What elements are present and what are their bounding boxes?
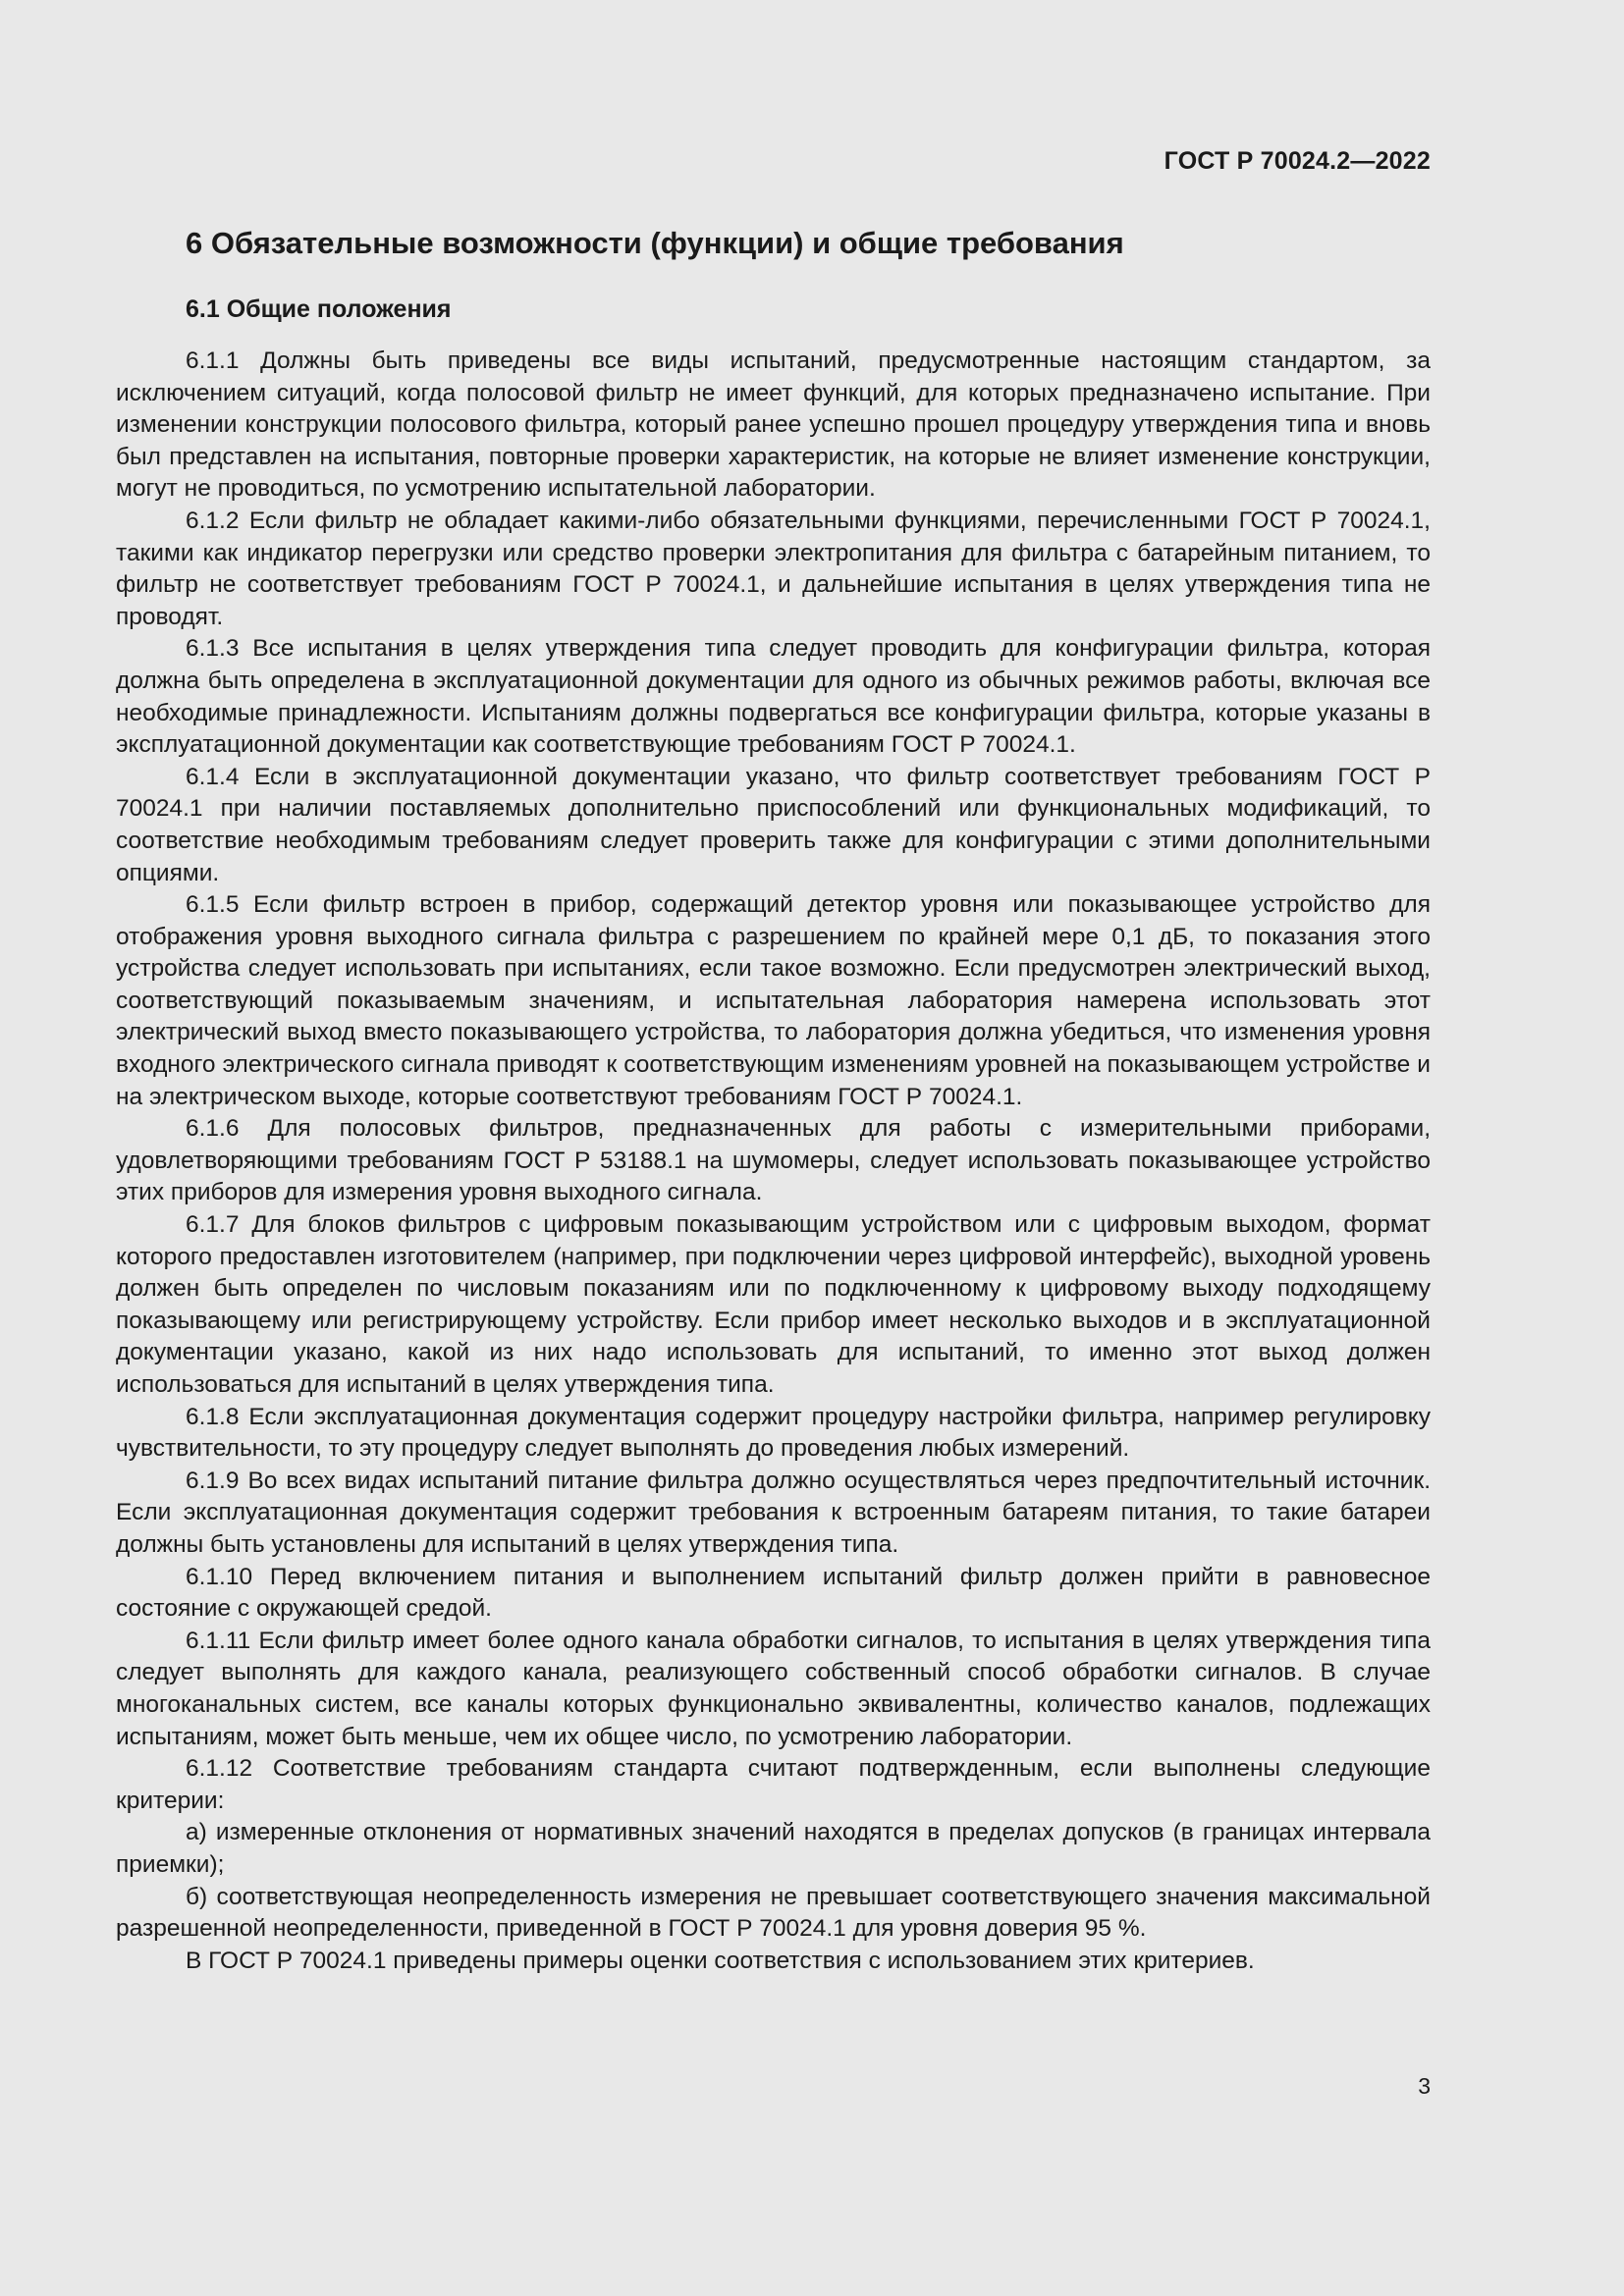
paragraph-6-1-4: 6.1.4 Если в эксплуатационной документации указано, что фильтр соответствует требованиям ГОСТ Р 70024.1 при наличии поставляемых дополнительно приспособлений или функциональных модификаций, то соответствие необходимым требованиям следует проверить также для конфигурации с этими дополнительными опциями. (116, 763, 1431, 886)
paragraph-6-1-12: 6.1.12 Соответствие требованиям стандарта считают подтвержденным, если выполнены следующие критерии: (116, 1755, 1431, 1814)
list-item-a: а) измеренные отклонения от нормативных значений находятся в пределах допусков (в границах интервала приемки); (116, 1819, 1431, 1878)
subsection-title: 6.1 Общие положения (186, 295, 452, 323)
paragraph-6-1-1: 6.1.1 Должны быть приведены все виды испытаний, предусмотренные настоящим стандартом, за исключением ситуаций, когда полосовой фильтр не имеет функций, для которых предназначено испытание. При изменении конструкции полосового фильтра, который ранее успешно прошел процедуру утверждения типа и вновь был представлен на испытания, повторные проверки характеристик, на которые не влияет изменение конструкции, могут не проводиться, по усмотрению испытательной лаборатории. (116, 347, 1431, 503)
paragraph-6-1-8: 6.1.8 Если эксплуатационная документация содержит процедуру настройки фильтра, например регулировку чувствительности, то эту процедуру следует выполнять до проведения любых измерений. (116, 1403, 1431, 1463)
page-content (116, 222, 1431, 1977)
paragraph-6-1-7: 6.1.7 Для блоков фильтров с цифровым показывающим устройством или с цифровым выходом, формат которого предоставлен изготовителем (например, при подключении через цифровой интерфейс), выходной уровень должен быть определен по числовым показаниям или по подключенному к цифровому выходу подходящему показывающему или регистрирующему устройству. Если прибор имеет несколько выходов и в эксплуатационной документации указано, какой из них надо использовать для испытаний, то именно этот выход должен использоваться для испытаний в целях утверждения типа. (116, 1211, 1431, 1398)
page-number: 3 (1418, 2073, 1431, 2099)
paragraph-6-1-11: 6.1.11 Если фильтр имеет более одного канала обработки сигналов, то испытания в целях утверждения типа следует выполнять для каждого канала, реализующего собственный способ обработки сигналов. В случае многоканальных систем, все каналы которых функционально эквивалентны, количество каналов, подлежащих испытаниям, может быть меньше, чем их общее число, по усмотрению лаборатории. (116, 1627, 1431, 1750)
paragraph-6-1-10: 6.1.10 Перед включением питания и выполнением испытаний фильтр должен прийти в равновесное состояние с окружающей средой. (116, 1563, 1431, 1623)
paragraph-6-1-9: 6.1.9 Во всех видах испытаний питание фильтра должно осуществляться через предпочтительный источник. Если эксплуатационная документация содержит требования к встроенным батареям питания, то такие батареи должны быть установлены для испытаний в целях утверждения типа. (116, 1467, 1431, 1558)
paragraph-6-1-3: 6.1.3 Все испытания в целях утверждения типа следует проводить для конфигурации фильтра, которая должна быть определена в эксплуатационной документации для одного из обычных режимов работы, включая все необходимые принадлежности. Испытаниям должны подвергаться все конфигурации фильтра, которые указаны в эксплуатационной документации как соответствующие требованиям ГОСТ Р 70024.1. (116, 635, 1431, 759)
list-item-b: б) соответствующая неопределенность измерения не превышает соответствующего значения максимальной разрешенной неопределенности, приведенной в ГОСТ Р 70024.1 для уровня доверия 95 %. (116, 1883, 1431, 1943)
closing-paragraph: В ГОСТ Р 70024.1 приведены примеры оценки соответствия с использованием этих критериев. (186, 1947, 1255, 1974)
section-title: 6 Обязательные возможности (функции) и общие требования (186, 226, 1124, 260)
paragraph-6-1-5: 6.1.5 Если фильтр встроен в прибор, содержащий детектор уровня или показывающее устройство для отображения уровня выходного сигнала фильтра с разрешением по крайней мере 0,1 дБ, то показания этого устройства следует использовать при испытаниях, если такое возможно. Если предусмотрен электрический выход, соответствующий показываемым значениям, и испытательная лаборатория намерена использовать этот электрический выход вместо показывающего устройства, то лаборатория должна убедиться, что изменения уровня входного электрического сигнала приводят к соответствующим изменениям уровней на показывающем устройстве и на электрическом выходе, которые соответствуют требованиям ГОСТ Р 70024.1. (116, 891, 1431, 1110)
paragraph-6-1-2: 6.1.2 Если фильтр не обладает какими-либо обязательными функциями, перечисленными ГОСТ Р 70024.1, такими как индикатор перегрузки или средство проверки электропитания для фильтра с батарейным питанием, то фильтр не соответствует требованиям ГОСТ Р 70024.1, и дальнейшие испытания в целях утверждения типа не проводят. (116, 507, 1431, 630)
document-code-header: ГОСТ Р 70024.2—2022 (1164, 147, 1431, 175)
paragraph-6-1-6: 6.1.6 Для полосовых фильтров, предназначенных для работы с измерительными приборами, удовлетворяющими требованиям ГОСТ Р 53188.1 на шумомеры, следует использовать показывающее устройство этих приборов для измерения уровня выходного сигнала. (116, 1115, 1431, 1206)
